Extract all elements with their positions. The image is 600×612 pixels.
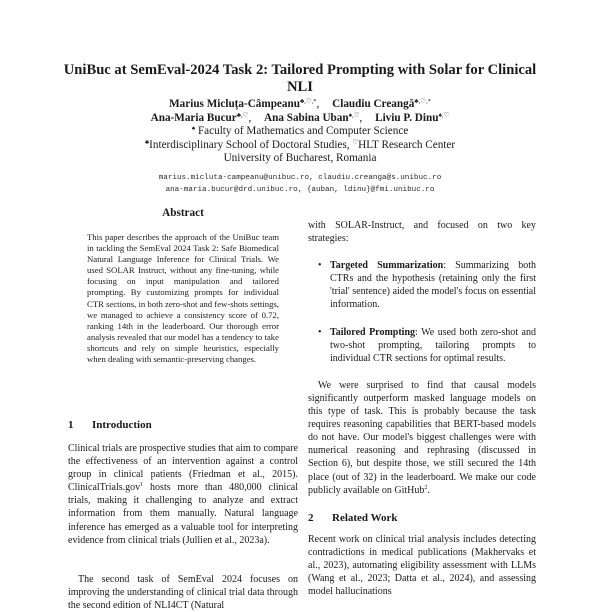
findings-paragraph [308,379,536,497]
author-emails [50,173,550,196]
affiliation-text: HLT Research Center [358,138,456,151]
section-title: Introduction [92,419,152,431]
author-name: Claudiu Creangă [332,98,415,110]
abstract-heading: Abstract [162,207,204,219]
author-affiliation-marks: ♠,♡ [348,111,360,119]
list-item [308,259,536,311]
section-number: 1 [68,419,74,431]
related-work-paragraph: Recent work on clinical trial analysis includes detecting contradictions in medical publications (Makhervaks et al., 2023), automating eligibility assessment with LLMs (Wang et al., 2023; Datta et al., 2024), and assessing model hallucinations [308,533,536,598]
author-line-2: Ana-Maria Bucur♣,♡, Ana Sabina Uban♠,♡, Liviu P. Dinu♠,♡ [150,111,450,124]
author-affiliation-marks: ♣,♡ [236,111,249,119]
abstract-text: This paper describes the approach of the UniBuc team in tackling the SemEval 2024 Task 2: Safe Biomedical Natural Language Inference for Clinical Trials. We used SOLAR Instruct, without any fine-tuning, while focusing on input manipulation and tailored prompting. By customizing prompts for individual CTR sections, in both zero-shot and few-shots settings, we managed to achieve a consistency score of 0.72, ranking 14th in the leaderboard. Our thorough error analysis revealed that our model has a tendency to take shortcuts and rely on simple heuristics, especially when dealing with semantic-preserving changes. [87,232,279,365]
paragraph-text: hosts more than 480,000 clinical trials, making it challenging to analyze and extract information from them manually. Natural language inference has emerged as a valuable tool for interpreting evidence from clinical trials (Jullien et al., 2023a). [68,482,298,546]
paragraph-text: Clinical trials are prospective studies that aim to compare the effectiveness of an intervention against a control group in clinical patients (Friedman et al., 2015). ClinicalTrials.gov [68,443,298,494]
affiliation-line-3: University of Bucharest, Romania [223,152,377,164]
intro-continuation: with SOLAR-Instruct, and focused on two key strategies: [308,220,536,245]
author-line-1: Marius Micluța-Câmpeanu♣,♡,*, Claudiu Creangă♣,♡,* [169,98,431,110]
list-item-term: Tailored Prompting [330,326,416,338]
email-line: ana-maria.bucur@drd.unibuc.ro, {auban, ldinu}@fmi.unibuc.ro [165,185,435,194]
author-name: Ana-Maria Bucur [150,111,237,124]
intro-paragraph-1 [68,442,298,547]
paragraph-text: . [427,484,430,496]
section-title: Related Work [332,511,398,524]
section-heading-related-work [308,511,536,525]
right-column [308,219,536,598]
list-item-text: : Summarizing both CTRs and the hypothesis (retaining only the first 'trial' sentence) aided the model's focus on essential information. [330,260,536,311]
paper-title: UniBuc at SemEval-2024 Task 2: Tailored Prompting with Solar for Clinical NLI [63,62,537,95]
intro-paragraph-2: The second task of SemEval 2024 focuses on improving the understanding of clinical trial data through the second edition of NLI4CT (Natural [68,574,298,612]
footnote-marker[interactable]: 1 [140,482,144,489]
affiliation-mark: ♠ [191,125,196,132]
affiliation-mark: ♡ [352,138,359,146]
section-number: 2 [308,511,314,524]
section-heading-introduction [68,418,298,432]
footnote-marker[interactable]: 2 [424,484,428,491]
left-column [68,206,298,612]
author-name: Ana Sabina Uban [264,111,349,124]
author-affiliation-marks: ♣,♡,* [299,98,317,105]
author-name: Marius Micluța-Câmpeanu [169,98,300,110]
author-affiliation-marks: ♣,♡,* [414,98,431,105]
bullet-icon: • [318,260,322,272]
list-item [308,326,536,365]
affiliation-text: Faculty of Mathematics and Computer Science [197,125,409,137]
strategy-list [308,259,536,365]
email-line: marius.micluta-campeanu@unibuc.ro, claudiu.creanga@s.unibuc.ro [158,174,442,182]
paragraph-text: We were surprised to find that causal models significantly outperform masked language models on this type of task. This is probably because the task requires reasoning capabilities that BERT-based models do not have. Our model's biggest challenges were with numerical reasoning and rephrasing (discussed in Section 6), but despite those, we still secured the 14th place (out of 32) in the leaderboard. We make our code publicly available on GitHub [308,379,536,496]
author-affiliation-marks: ♠,♡ [438,111,450,119]
affiliation-line-1 [50,125,550,139]
affiliation-mark: ♣ [144,138,150,146]
bullet-icon: • [318,326,322,338]
affiliation-text: Interdisciplinary School of Doctoral Studies, [149,138,350,151]
affiliation-line-2 [50,139,550,153]
author-block [50,98,550,166]
author-name: Liviu P. Dinu [375,111,439,124]
list-item-term: Targeted Summarization [330,260,444,272]
list-item-text: : We used both zero-shot and two-shot prompting, tailoring prompts to individual CTR sections for optimal results. [330,326,536,364]
